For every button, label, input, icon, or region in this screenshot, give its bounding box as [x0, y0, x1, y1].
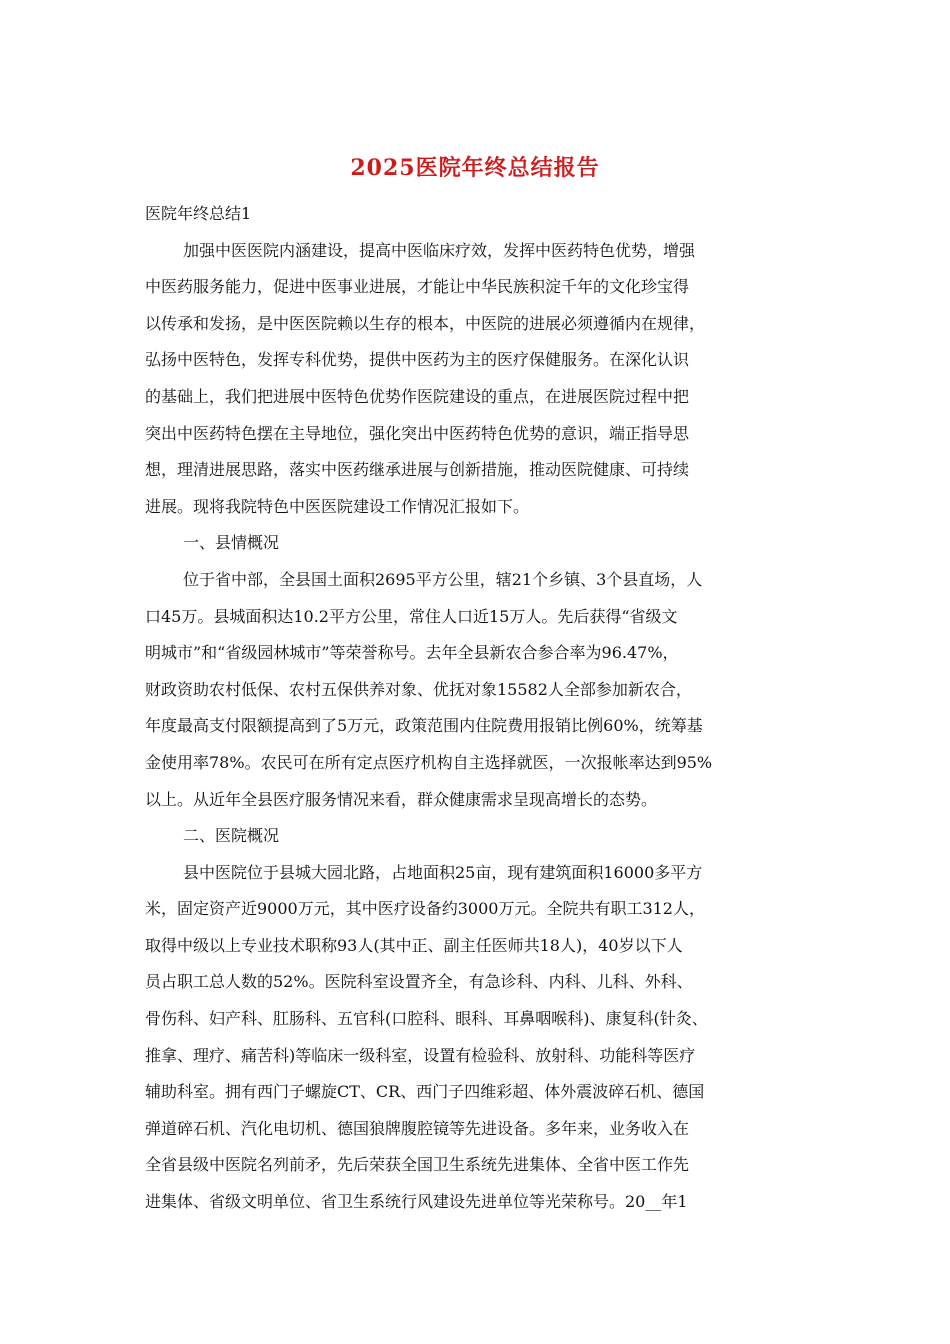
text-line: 以传承和发扬，是中医医院赖以生存的根本，中医院的进展必须遵循内在规律，: [145, 313, 706, 333]
text-line: 骨伤科、妇产科、肛肠科、五官科(口腔科、眼科、耳鼻咽喉科)、康复科(针灸、: [145, 1009, 708, 1029]
text-line: 一、县情概况: [183, 533, 280, 553]
text-line: 金使用率78%。农民可在所有定点医疗机构自主选择就医，一次报帐率达到95%: [145, 752, 713, 772]
text-line: 辅助科室。拥有西门子螺旋CT、CR、西门子四维彩超、体外震波碎石机、德国: [145, 1082, 705, 1102]
text-line: 想，理清进展思路，落实中医药继承进展与创新措施，推动医院健康、可持续: [145, 460, 690, 480]
text-line: 推拿、理疗、痛苦科)等临床一级科室，设置有检验科、放射科、功能科等医疗: [145, 1045, 696, 1065]
text-line: 以上。从近年全县医疗服务情况来看，群众健康需求呈现高增长的态势。: [145, 789, 658, 809]
text-line: 的基础上，我们把进展中医特色优势作医院建设的重点，在进展医院过程中把: [145, 386, 690, 406]
text-line: 米，固定资产近9000万元，其中医疗设备约3000万元。全院共有职工312人，: [145, 899, 705, 919]
text-line: 弹道碎石机、汽化电切机、德国狼牌腹腔镜等先进设备。多年来，业务收入在: [145, 1118, 690, 1138]
text-line: 明城市”和“省级园林城市”等荣誉称号。去年全县新农合参合率为96.47%，: [145, 643, 679, 663]
text-line: 财政资助农村低保、农村五保供养对象、优抚对象15582人全部参加新农合，: [145, 679, 692, 699]
text-line: 二、医院概况: [183, 826, 280, 846]
text-line: 县中医院位于县城大园北路，占地面积25亩，现有建筑面积16000多平方: [183, 862, 703, 882]
text-line: 年度最高支付限额提高到了5万元，政策范围内住院费用报销比例60%，统筹基: [145, 716, 703, 736]
document-title: 2025医院年终总结报告: [350, 155, 600, 181]
text-line: 进集体、省级文明单位、省卫生系统行风建设先进单位等光荣称号。20__年1: [145, 1192, 688, 1212]
text-line: 取得中级以上专业技术职称93人(其中正、副主任医师共18人)，40岁以下人: [145, 935, 683, 955]
text-line: 口45万。县城面积达10.2平方公里，常住人口近15万人。先后获得“省级文: [145, 606, 678, 626]
document-body: [145, 196, 817, 1221]
text-line: 进展。现将我院特色中医医院建设工作情况汇报如下。: [145, 496, 530, 516]
text-line: 弘扬中医特色，发挥专科优势，提供中医药为主的医疗保健服务。在深化认识: [145, 350, 690, 370]
text-line: 位于省中部，全县国土面积2695平方公里，辖21个乡镇、3个县直场，人: [183, 569, 703, 589]
text-line: 全省县级中医院名列前矛，先后荣获全国卫生系统先进集体、全省中医工作先: [145, 1155, 690, 1175]
text-line: 加强中医医院内涵建设，提高中医临床疗效，发挥中医药特色优势，增强: [183, 240, 696, 260]
text-line: 医院年终总结1: [145, 204, 252, 223]
text-line: 中医药服务能力，促进中医事业进展，才能让中华民族积淀千年的文化珍宝得: [145, 277, 690, 297]
text-line: 员占职工总人数的52%。医院科室设置齐全，有急诊科、内科、儿科、外科、: [145, 972, 693, 992]
text-line: 突出中医药特色摆在主导地位，强化突出中医药特色优势的意识，端正指导思: [145, 423, 690, 443]
